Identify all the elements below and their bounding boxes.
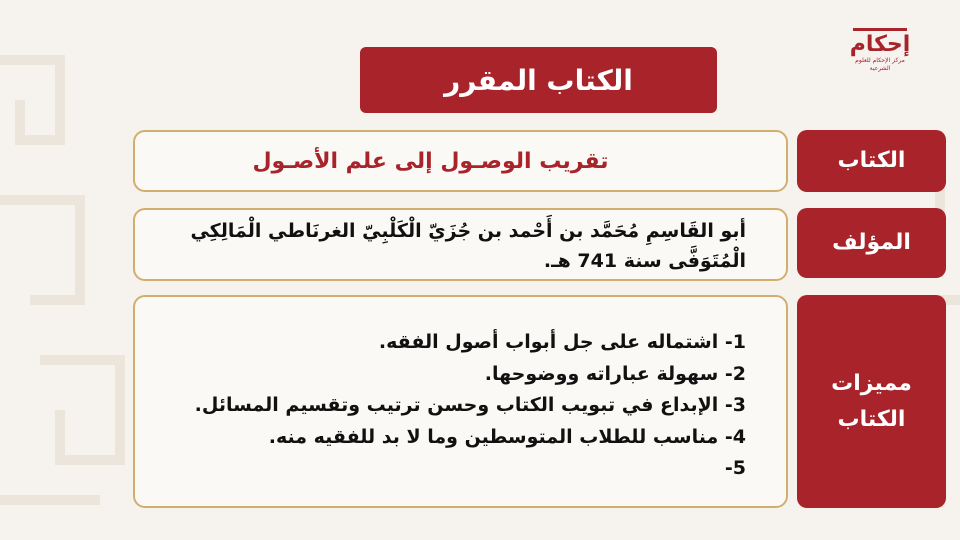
- author-text: أبو القَاسِمِ مُحَمَّد بن أَحْمد بن جُزَيّ الْكَلْبِيّ الغرنَاطي الْمَالِكِي الْمُتَوَفَّى سنة 741 هـ.: [190, 220, 746, 272]
- features-label-line2: الكتاب: [837, 406, 906, 432]
- logo-subtitle: مركز الإحكام للعلوم الشرعية: [855, 57, 905, 72]
- logo-text: إحكام: [849, 32, 911, 57]
- logo: [848, 26, 912, 94]
- feature-item-1: 1- اشتماله على جل أبواب أصول الفقه.: [378, 331, 746, 353]
- book-title: تقريب الوصـول إلى علم الأصـول: [252, 148, 609, 174]
- feature-item-4: 4- مناسب للطلاب المتوسطين وما لا بد للفقيه منه.: [268, 425, 746, 448]
- feature-item-5: 5-: [724, 457, 746, 479]
- page-title: الكتاب المقرر: [360, 47, 717, 113]
- features-list: [135, 297, 786, 485]
- features-label-line1: مميزات: [831, 370, 912, 396]
- author-box: [133, 208, 788, 281]
- features-box: [133, 295, 788, 508]
- book-title-box: [133, 130, 788, 192]
- book-label: الكتاب: [797, 130, 946, 192]
- logo-bar: [853, 28, 907, 31]
- author-label: المؤلف: [797, 208, 946, 278]
- feature-item-2: 2- سهولة عباراته ووضوحها.: [484, 362, 746, 385]
- features-label: [797, 295, 946, 508]
- feature-item-3: 3- الإبداع في تبويب الكتاب وحسن ترتيب وتقسيم المسائل.: [194, 394, 746, 416]
